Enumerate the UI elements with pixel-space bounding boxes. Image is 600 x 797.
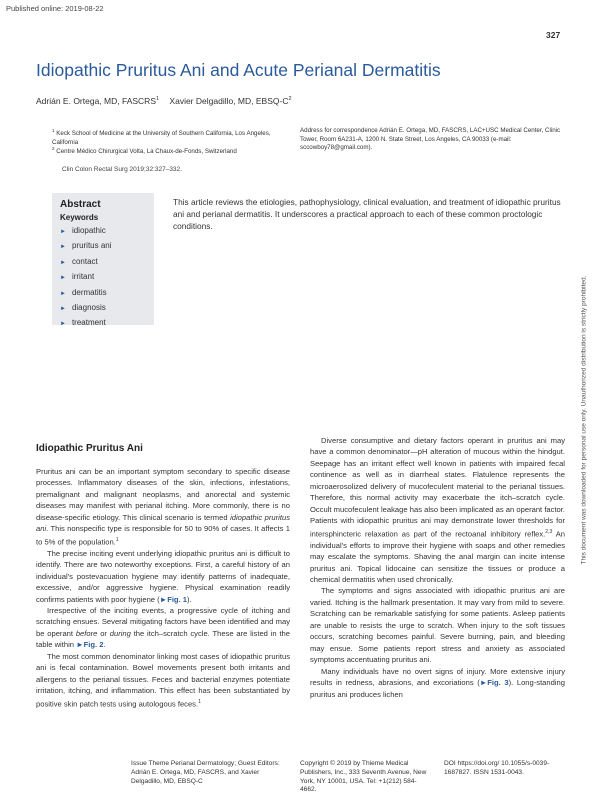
keywords-heading: Keywords [60, 213, 99, 222]
keyword-item: ► pruritus ani [60, 241, 112, 251]
abstract-heading: Abstract [60, 199, 101, 210]
paragraph: The precise inciting event underlying idiopathic pruritus ani is difficult to identify. There are two noteworthy exceptions. First, a careful history of an individual's postevacuation hygiene may identify patterns of inadequate, excessive, and/or aggressive hygiene. Physical examination readily confirms patients with poor hygiene (►Fig. 1). [36, 548, 290, 604]
journal-citation: Clin Colon Rectal Surg 2019;32:327–332. [62, 166, 182, 173]
paragraph: Irrespective of the inciting events, a progressive cycle of itching and scratching ensues. Several mitigating factors have been identified and may be operant before or during the itch–scratch cycle. These are listed in the table within ►Fig. 2. [36, 605, 290, 650]
author-ortega-affiliation-mark: 1 [155, 96, 160, 103]
download-notice: This document was downloaded for personal use only. Unauthorized distribution is strictly prohibited. [580, 275, 588, 565]
correspondence-address: Address for correspondence Adrián E. Ortega, MD, FASCRS, LAC+USC Medical Center, Clinic Tower, Room 6A231-A, 1200 N. State Street, Los Angeles, CA 90033 (e-mail: sccowboy78@gmail.com). [300, 127, 561, 152]
copyright-notice: Copyright © 2019 by Thieme Medical Publishers, Inc., 333 Seventh Avenue, New York, NY 10001, USA. Tel: +1(212) 584-4662. [300, 760, 427, 794]
doi-issn: DOI https://doi.org/ 10.1055/s-0039-1687827. ISSN 1531-0043. [444, 760, 550, 776]
paragraph: The most common denominator linking most cases of idiopathic pruritus ani is fecal contamination. Bowel movements present both irritants and allergens to the perianal tissues. Feces and bacterial enzymes potentiate irritation, itching, and inflammation. This effect has been substantiated by positive skin patch tests using autologous feces.$^1$ [36, 651, 290, 709]
abstract-keywords-box [52, 193, 154, 328]
citation-mark: 1 [198, 698, 201, 705]
published-date: Published online: 2019-08-22 [6, 4, 104, 13]
keyword-item: ► diagnosis [60, 303, 106, 313]
affiliation-1: $^1$ Keck School of Medicine at the University of Southern California, Los Angeles, California [52, 128, 271, 146]
affiliation-2: $^2$ Centre Médico Chirurgical Volta, La Chaux-de-Fonds, Switzerland [52, 146, 237, 156]
author-delgadillo: Xavier Delgadillo, MD, EBSQ-C [169, 96, 289, 106]
citation-mark: 1 [115, 536, 119, 543]
body-column-right [310, 435, 565, 700]
section-heading: Idiopathic Pruritus Ani [36, 443, 143, 454]
arrow-right-icon: ► [60, 275, 66, 282]
figure-1-link[interactable]: ►Fig. 1 [159, 594, 188, 604]
page-number: 327 [546, 30, 561, 40]
paragraph: Pruritus ani can be an important symptom secondary to specific disease processes. Inflammatory diseases of the skin, infections, infestations, premalignant and malignant neoplasms, and anorectal and systemic diseases may manifest with perianal itching. More commonly, there is no disease-specific etiology. This clinical scenario is termed idiopathic pruritus ani. This nonspecific type is responsible for 50 to 90% of cases. It affects 1 to 5% of the population.$^1$ [36, 467, 290, 547]
arrow-right-icon: ► [60, 290, 66, 297]
arrow-right-icon: ► [60, 229, 66, 235]
citation-mark: 2,3 [545, 528, 553, 535]
abstract-text: This article reviews the etiologies, pathophysiology, clinical evaluation, and treatment of idiopathic pruritus ani and perianal dermatitis. It underscores a practical approach to each of these common proctologic conditions. [173, 197, 561, 232]
author-delgadillo-affiliation-mark: 2 [288, 96, 292, 103]
figure-3-link[interactable]: ►Fig. 3 [479, 678, 509, 688]
keyword-item: ► dermatitis [60, 287, 107, 297]
arrow-right-icon: ► [60, 306, 66, 313]
keyword-item: ► contact [60, 256, 98, 266]
paragraph: Many individuals have no overt signs of injury. More extensive injury results in redness, abrasions, and excoriations (►Fig. 3). Long-standing pruritus ani produces lichen [310, 666, 565, 699]
paragraph: Diverse consumptive and dietary factors operant in pruritus ani may have a common denominator—pH alteration of mucous within the hindgut. Seepage has an irritant effect well known in patients with impaired fecal continence as well as in diarrheal states. Flatulence represents the microaerosolized delivery of mucofeculent material to the perianal tissues. Therefore, this normal activity may exacerbate the itch–scratch cycle. Occult mucofeculent leakage has also been implicated as an operant factor. Patients with idiopathic pruritus ani may demonstrate lower thresholds for intersphincteric relaxation as part of the rectoanal inhibitory reflex.$^{2,3}$ An individual's efforts to improve their hygiene with soaps and other remedies may escalate the symptoms. Shaving the anal margin can incite intense pruritus ani. Topical lidocaine can sensitize the tissues or produce a chemical dermatitis when used chronically. [310, 436, 565, 584]
arrow-right-icon: ► [60, 259, 66, 266]
issue-theme: Issue Theme Perianal Dermatology; Guest Editors: Adrián E. Ortega, MD, FASCRS, and Xavier Delgadillo, MD, EBSQ-C [131, 760, 280, 785]
keyword-item: ► treatment [60, 318, 106, 328]
keyword-list [60, 224, 146, 332]
body-column-left [36, 466, 290, 710]
arrow-right-icon: ► [60, 321, 66, 328]
author-list [36, 96, 292, 106]
author-ortega: Adrián E. Ortega, MD, FASCRS [36, 96, 156, 106]
keyword-item: ► irritant [60, 272, 95, 282]
figure-2-link[interactable]: ►Fig. 2 [76, 640, 104, 650]
arrow-right-icon: ► [60, 244, 66, 251]
paragraph: The symptoms and signs associated with idiopathic pruritus ani are varied. Itching is the hallmark presentation. It may vary from mild to severe. Scratching can be remarkable satisfying for some patients. Asleep patients are unable to resists the urge to scratch. When injury to the soft tissues occurs, scratching becomes painful. Severe burning, pain, and bleeding may ensue. Some patients report stress and anxiety as associated symptoms accentuating pruritus ani. [310, 586, 565, 665]
article-title: Idiopathic Pruritus Ani and Acute Perianal Dermatitis [36, 60, 441, 80]
keyword-item: ► idiopathic [60, 226, 106, 235]
